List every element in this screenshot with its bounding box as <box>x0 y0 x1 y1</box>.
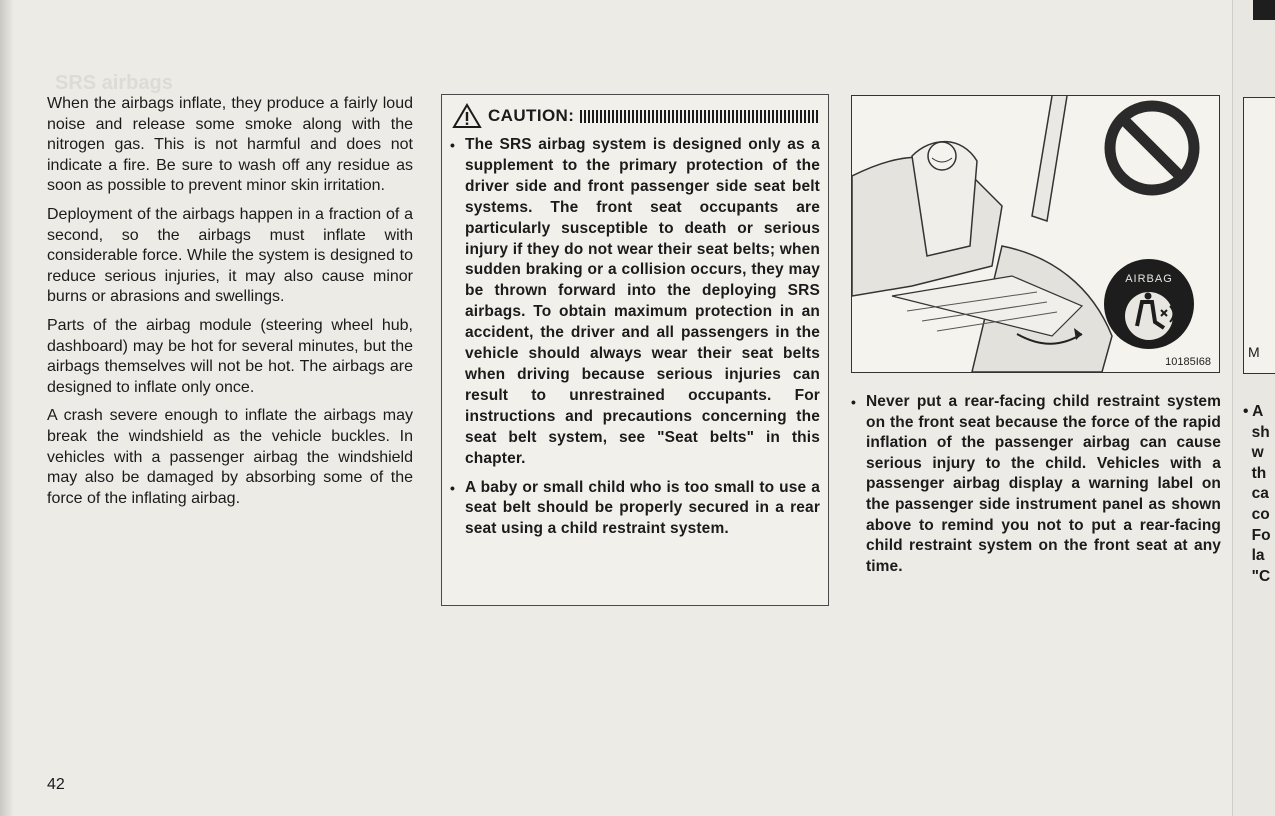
caution-list <box>450 135 820 548</box>
caution-rule <box>580 110 820 123</box>
caution-item-supplement: • The SRS airbag system is designed only as a supplement to the primary protection of the driver side and front passenger side seat belt systems. The front seat occupants are particularly susceptible to death or serious injury if they do not wear their seat belts; when sudden braking or a collision occurs, they may be thrown forward into the deploying SRS airbags. To obtain maximum protection in an accident, the driver and all passengers in the vehicle should always wear their seat belts when driving because serious injuries can result to unrestrained occupants. For instructions and precautions concerning the seat belt system, see "Seat belts" in this chapter. <box>450 135 820 470</box>
airbag-label-text: AIRBAG <box>1125 273 1173 285</box>
next-page-figure-label: M <box>1248 344 1260 360</box>
next-page-text-fragment: • A sh w th ca co Fo la "C <box>1243 403 1271 585</box>
page-number: 42 <box>47 776 65 793</box>
next-page-edge <box>1232 0 1275 816</box>
paragraph-deployment-force: Deployment of the airbags happen in a fraction of a second, so the airbags must inflate with considerable force. While the system is designed to reduce serious injuries, it may also cause minor burns or abrasions and swellings. <box>47 205 413 306</box>
prohibition-sign-icon <box>1110 106 1194 190</box>
page-gutter-shadow <box>0 0 14 816</box>
caution-item-small-child: • A baby or small child who is too small to use a seat belt should be properly secured in a rear seat using a child restraint system. <box>450 478 820 541</box>
caution-title: CAUTION: <box>488 106 575 125</box>
note-item-rear-facing: • Never put a rear-facing child restraint system on the front seat because the force of the rapid inflation of the passenger airbag can cause serious injury to the child. Vehicles with a passenger airbag display a warning label on the passenger side instrument panel as shown above to remind you not to put a rear-facing child restraint system on the front seat at any time. <box>851 392 1221 577</box>
paragraph-hot-parts: Parts of the airbag module (steering wheel hub, dashboard) may be hot for several minutes, but the airbags themselves will not be hot. The airbags are designed to inflate only once. <box>47 316 413 396</box>
bleed-through-heading: SRS airbags <box>55 72 173 94</box>
figure-code: 10185I68 <box>1165 356 1211 368</box>
body-text-column <box>47 94 413 517</box>
child-seat-warning-illustration <box>851 95 1220 373</box>
next-page-figure-box <box>1243 97 1275 374</box>
paragraph-windshield: A crash severe enough to inflate the airbags may break the windshield as the vehicle buckles. In vehicles with a passenger airbag the windshield may also be damaged by absorbing some of the force of the inflating airbag. <box>47 407 413 507</box>
caution-header <box>452 103 820 129</box>
rear-facing-note-list <box>851 392 1221 577</box>
illustration-drawing <box>852 96 1219 372</box>
dark-corner <box>1253 0 1275 20</box>
paragraph-smoke: When the airbags inflate, they produce a fairly loud noise and release some smoke along with the nitrogen gas. This is not harmful and does not indicate a fire. Be sure to wash off any residue as soon as possible to prevent minor skin irritation. <box>47 95 413 195</box>
warning-triangle-icon <box>452 103 482 129</box>
caution-box <box>441 94 829 606</box>
